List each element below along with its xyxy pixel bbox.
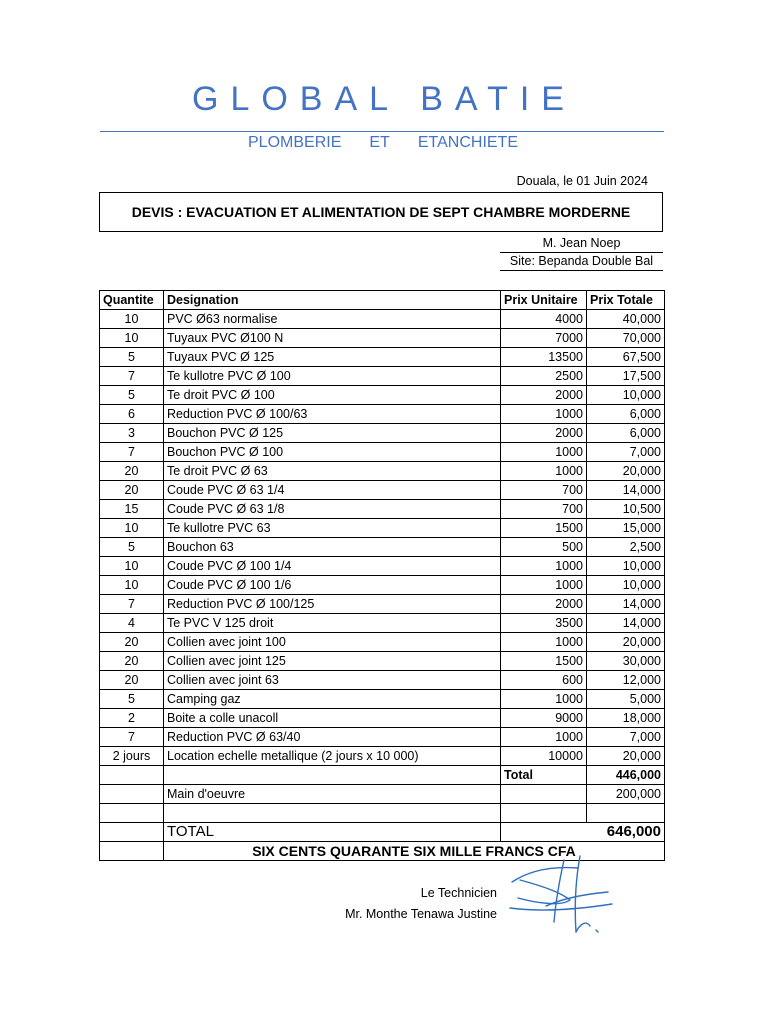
row-unit-price: 9000 — [501, 709, 587, 728]
row-quantity: 10 — [100, 310, 164, 329]
row-quantity: 6 — [100, 405, 164, 424]
row-designation: Tuyaux PVC Ø 125 — [164, 348, 501, 367]
row-unit-price: 700 — [501, 481, 587, 500]
table-row — [100, 690, 665, 709]
company-tagline — [248, 134, 518, 154]
row-total-price: 12,000 — [587, 671, 665, 690]
row-total-price: 5,000 — [587, 690, 665, 709]
row-total-price: 2,500 — [587, 538, 665, 557]
row-quantity: 2 jours — [100, 747, 164, 766]
column-header-total-price: Prix Totale — [587, 291, 665, 310]
row-designation: Te PVC V 125 droit — [164, 614, 501, 633]
row-total-price: 30,000 — [587, 652, 665, 671]
table-row — [100, 633, 665, 652]
row-designation: Collien avec joint 125 — [164, 652, 501, 671]
row-unit-price: 2000 — [501, 424, 587, 443]
row-unit-price: 7000 — [501, 329, 587, 348]
row-total-price: 20,000 — [587, 633, 665, 652]
row-designation: Reduction PVC Ø 63/40 — [164, 728, 501, 747]
row-quantity: 7 — [100, 595, 164, 614]
tagline-word: PLOMBERIE — [248, 134, 342, 151]
row-total-price: 17,500 — [587, 367, 665, 386]
row-designation: Boite a colle unacoll — [164, 709, 501, 728]
row-unit-price: 1000 — [501, 405, 587, 424]
row-total-price: 10,000 — [587, 386, 665, 405]
handwritten-signature-icon — [500, 852, 620, 940]
row-quantity: 20 — [100, 652, 164, 671]
row-unit-price: 1000 — [501, 462, 587, 481]
row-unit-price: 1000 — [501, 633, 587, 652]
table-row — [100, 500, 665, 519]
row-quantity: 4 — [100, 614, 164, 633]
labor-value: 200,000 — [587, 785, 665, 804]
row-total-price: 7,000 — [587, 728, 665, 747]
row-designation: Coude PVC Ø 63 1/4 — [164, 481, 501, 500]
table-row — [100, 519, 665, 538]
table-row — [100, 443, 665, 462]
table-row — [100, 614, 665, 633]
row-unit-price: 600 — [501, 671, 587, 690]
table-row — [100, 367, 665, 386]
row-quantity: 7 — [100, 728, 164, 747]
table-row — [100, 538, 665, 557]
signer-role: Le Technicien — [420, 886, 497, 900]
table-row — [100, 576, 665, 595]
row-total-price: 10,000 — [587, 557, 665, 576]
row-total-price: 20,000 — [587, 462, 665, 481]
tagline-word: ET — [369, 134, 390, 151]
row-quantity: 20 — [100, 671, 164, 690]
grand-total-value: 646,000 — [587, 823, 665, 842]
row-designation: Te kullotre PVC Ø 100 — [164, 367, 501, 386]
table-row — [100, 557, 665, 576]
row-quantity: 20 — [100, 481, 164, 500]
row-unit-price: 1500 — [501, 519, 587, 538]
row-quantity: 10 — [100, 519, 164, 538]
subtotal-row — [100, 766, 665, 785]
row-unit-price: 700 — [501, 500, 587, 519]
row-unit-price: 13500 — [501, 348, 587, 367]
grand-total-row — [100, 823, 665, 842]
signer-name: Mr. Monthe Tenawa Justine — [345, 907, 497, 921]
row-quantity: 10 — [100, 576, 164, 595]
row-unit-price: 1000 — [501, 576, 587, 595]
column-header-quantity: Quantite — [100, 291, 164, 310]
row-quantity: 2 — [100, 709, 164, 728]
subtotal-value: 446,000 — [587, 766, 665, 785]
row-unit-price: 2000 — [501, 595, 587, 614]
row-designation: Collien avec joint 63 — [164, 671, 501, 690]
row-unit-price: 2000 — [501, 386, 587, 405]
row-designation: Bouchon 63 — [164, 538, 501, 557]
column-header-designation: Designation — [164, 291, 501, 310]
quote-table — [99, 290, 665, 861]
table-row — [100, 462, 665, 481]
table-row — [100, 595, 665, 614]
spacer-row — [100, 804, 665, 823]
row-quantity: 5 — [100, 386, 164, 405]
row-quantity: 5 — [100, 348, 164, 367]
table-row — [100, 728, 665, 747]
row-total-price: 18,000 — [587, 709, 665, 728]
row-designation: Camping gaz — [164, 690, 501, 709]
row-quantity: 10 — [100, 329, 164, 348]
client-site: Site: Bepanda Double Bal — [500, 253, 663, 271]
table-row — [100, 424, 665, 443]
client-name: M. Jean Noep — [500, 235, 663, 253]
row-quantity: 15 — [100, 500, 164, 519]
row-designation: Bouchon PVC Ø 125 — [164, 424, 501, 443]
row-unit-price: 1500 — [501, 652, 587, 671]
tagline-word: ETANCHIETE — [417, 134, 518, 151]
document-date: Douala, le 01 Juin 2024 — [516, 174, 648, 188]
row-unit-price: 1000 — [501, 690, 587, 709]
row-unit-price: 1000 — [501, 557, 587, 576]
row-quantity: 3 — [100, 424, 164, 443]
row-designation: Te droit PVC Ø 63 — [164, 462, 501, 481]
table-row — [100, 652, 665, 671]
row-total-price: 20,000 — [587, 747, 665, 766]
row-unit-price: 2500 — [501, 367, 587, 386]
row-total-price: 10,500 — [587, 500, 665, 519]
row-designation: Bouchon PVC Ø 100 — [164, 443, 501, 462]
table-row — [100, 348, 665, 367]
row-unit-price: 500 — [501, 538, 587, 557]
row-designation: PVC Ø63 normalise — [164, 310, 501, 329]
amount-in-words: SIX CENTS QUARANTE SIX MILLE FRANCS CFA — [164, 842, 665, 861]
row-quantity: 20 — [100, 462, 164, 481]
row-designation: Coude PVC Ø 100 1/6 — [164, 576, 501, 595]
column-header-unit-price: Prix Unitaire — [501, 291, 587, 310]
row-total-price: 14,000 — [587, 614, 665, 633]
row-total-price: 6,000 — [587, 424, 665, 443]
table-row — [100, 310, 665, 329]
grand-total-label: TOTAL — [164, 823, 501, 842]
subtotal-label: Total — [501, 766, 587, 785]
header-divider — [100, 131, 664, 132]
row-quantity: 7 — [100, 443, 164, 462]
table-row — [100, 481, 665, 500]
row-designation: Location echelle metallique (2 jours x 10 000) — [164, 747, 501, 766]
row-designation: Reduction PVC Ø 100/63 — [164, 405, 501, 424]
labor-label: Main d'oeuvre — [164, 785, 501, 804]
table-row — [100, 709, 665, 728]
table-row — [100, 405, 665, 424]
row-designation: Coude PVC Ø 100 1/4 — [164, 557, 501, 576]
row-quantity: 7 — [100, 367, 164, 386]
row-quantity: 5 — [100, 538, 164, 557]
company-name: GLOBAL BATIE — [192, 80, 576, 118]
row-unit-price: 3500 — [501, 614, 587, 633]
quote-title: DEVIS : EVACUATION ET ALIMENTATION DE SEPT CHAMBRE MORDERNE — [99, 192, 663, 232]
table-row — [100, 747, 665, 766]
table-row — [100, 671, 665, 690]
row-total-price: 15,000 — [587, 519, 665, 538]
row-total-price: 14,000 — [587, 481, 665, 500]
row-total-price: 14,000 — [587, 595, 665, 614]
row-quantity: 10 — [100, 557, 164, 576]
table-header-row — [100, 291, 665, 310]
row-total-price: 40,000 — [587, 310, 665, 329]
row-total-price: 6,000 — [587, 405, 665, 424]
row-designation: Te droit PVC Ø 100 — [164, 386, 501, 405]
row-designation: Tuyaux PVC Ø100 N — [164, 329, 501, 348]
row-designation: Te kullotre PVC 63 — [164, 519, 501, 538]
row-quantity: 5 — [100, 690, 164, 709]
row-unit-price: 4000 — [501, 310, 587, 329]
table-row — [100, 386, 665, 405]
table-row — [100, 329, 665, 348]
row-unit-price: 1000 — [501, 728, 587, 747]
labor-row — [100, 785, 665, 804]
row-total-price: 7,000 — [587, 443, 665, 462]
row-total-price: 10,000 — [587, 576, 665, 595]
row-designation: Reduction PVC Ø 100/125 — [164, 595, 501, 614]
row-unit-price: 1000 — [501, 443, 587, 462]
row-total-price: 67,500 — [587, 348, 665, 367]
row-unit-price: 10000 — [501, 747, 587, 766]
row-designation: Collien avec joint 100 — [164, 633, 501, 652]
row-designation: Coude PVC Ø 63 1/8 — [164, 500, 501, 519]
row-quantity: 20 — [100, 633, 164, 652]
row-total-price: 70,000 — [587, 329, 665, 348]
